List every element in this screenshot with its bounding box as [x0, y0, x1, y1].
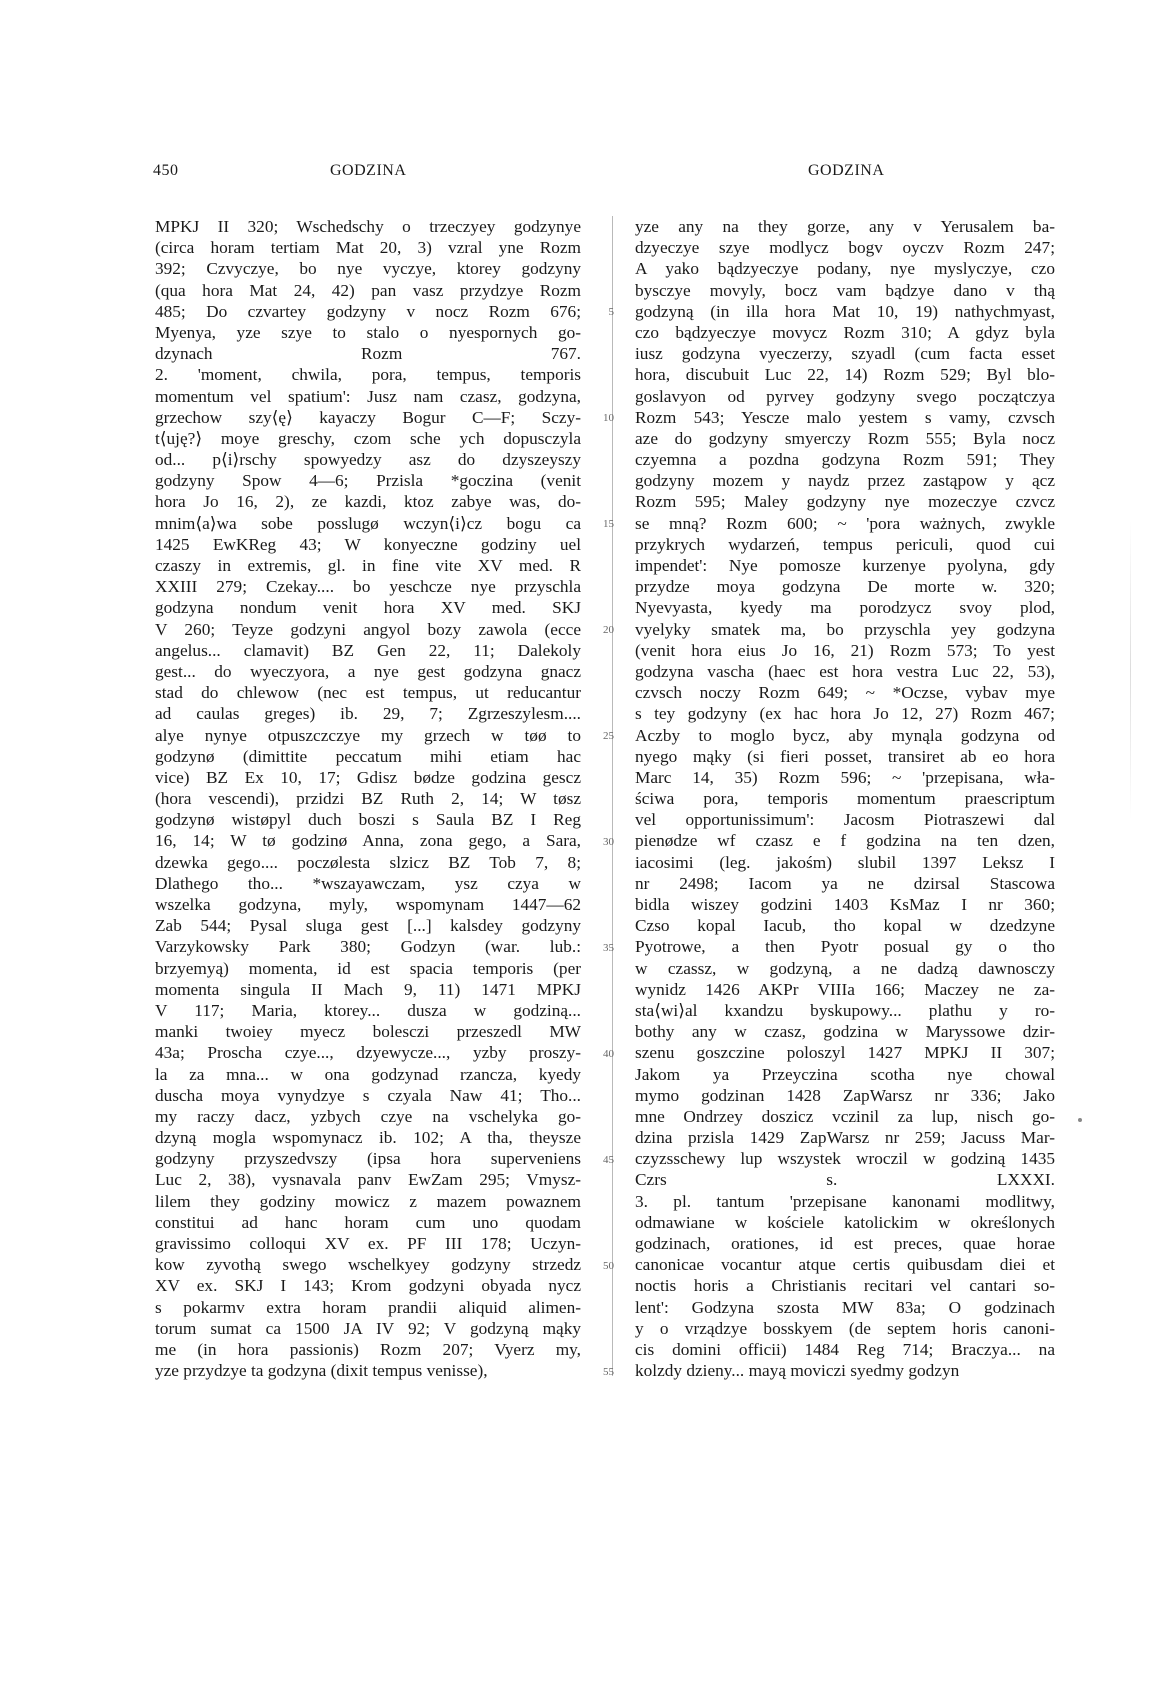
left-column-line: alye nynye otpuszczczye my grzech w tøø to [155, 725, 581, 745]
left-column-line: XXIII 279; Czekay.... bo yeschcze nye przyschla [155, 577, 581, 597]
right-column-line: hora, discubuit Luc 22, 14) Rozm 529; Byl blo- [635, 365, 1055, 385]
right-column-line: canonicae vocantur atque certis quibusdam diei et [635, 1255, 1055, 1275]
left-column-line: dzyną mogla wspomynacz ib. 102; A tha, theysze [155, 1128, 581, 1148]
right-column-line: bothy any w czasz, godzina w Maryssowe dzir- [635, 1022, 1055, 1042]
right-column-line: odmawiane w kościele katolickim w określonych [635, 1212, 1055, 1232]
right-column-line: Czso kopal Iacub, tho kopal w dzedzyne [635, 916, 1055, 936]
left-column-line: manki twoiey myecz bolesczi przeszedl MW [155, 1022, 581, 1042]
right-column-line: czyemna a pozdna godzyna Rozm 591; They [635, 450, 1055, 470]
left-column-line: torum sumat ca 1500 JA IV 92; V godzyną mąky [155, 1318, 581, 1338]
left-column-line: Luc 2, 38), vysnavala panv EwZam 295; Vmysz- [155, 1170, 581, 1190]
left-column-line: Varzykowsky Park 380; Godzyn (war. lub.: [155, 937, 581, 957]
right-column-line: Pyotrowe, a then Pyotr posual gy o tho [635, 937, 1055, 957]
right-column-line: Aczby to moglo bycz, aby mynąla godzyna od [635, 725, 1055, 745]
running-head-right: GODZINA [808, 162, 885, 179]
left-column-line: angelus... clamavit) BZ Gen 22, 11; Dalekoly [155, 640, 581, 660]
right-column-line: nyego mąky (si fieri posset, transiret ab eo hora [635, 746, 1055, 766]
left-column-line: gravissimo colloqui XV ex. PF III 178; Uczyn- [155, 1234, 581, 1253]
left-column-line: (qua hora Mat 24, 42) pan vasz przydzye Rozm [155, 280, 581, 300]
line-number: 40 [603, 1047, 614, 1060]
right-column-line: czo bądzyeczye movycz Rozm 310; A gdyz byla [635, 322, 1055, 342]
left-column-line: constitui ad hanc horam cum uno quodam [155, 1212, 581, 1232]
right-column-line: Nyevyasta, kyedy ma porodzycz svoy plod, [635, 598, 1055, 618]
left-column-line: 43a; Proscha czye..., dzyewycze..., yzby proszy- [155, 1043, 581, 1063]
left-column-line: godzyna nondum venit hora XV med. SKJ [155, 598, 581, 618]
right-column-line: godzyną (in illa hora Mat 10, 19) nathychmyast, [635, 301, 1055, 321]
line-number: 50 [603, 1259, 614, 1272]
left-column-line: godzynø wistøpyl duch boszi s Saula BZ I Reg [155, 810, 581, 830]
left-column-line: la za mna... w ona godzynad rzancza, kyedy [155, 1064, 581, 1084]
right-column-line: wynidz 1426 AKPr VIIIa 166; Maczey ne za- [635, 979, 1055, 999]
right-column-line: aze do godzyny smyerczy Rozm 555; Byla nocz [635, 428, 1055, 448]
right-column-line: czvsch noczy Rozm 649; ~ *Oczse, vybav mye [635, 683, 1055, 703]
left-column-line: czaszy in extremis, gl. in fine vite XV med. R [155, 556, 581, 575]
right-column-line: bidla wiszey godzini 1403 KsMaz I nr 360; [635, 895, 1055, 914]
left-column-line: momenta singula II Mach 9, 11) 1471 MPKJ [155, 979, 581, 999]
right-column-line: kolzdy dzieny... mayą moviczi syedmy godzyn [635, 1361, 960, 1381]
right-column-line: se mną? Rozm 600; ~ 'pora ważnych, zwykle [635, 513, 1055, 533]
left-column [155, 216, 581, 1381]
left-column-line: brzyemyą) momenta, id est spacia temporis (per [155, 958, 581, 978]
right-column-line: Rozm 595; Maley godzyny nye mozeczye czvcz [635, 492, 1055, 512]
left-column-line: 392; Czvyczye, bo nye vyczye, ktorey godzyny [155, 259, 581, 279]
left-column-line: grzechow szy⟨ę⟩ kayaczy Bogur C—F; Sczy- [155, 407, 581, 427]
right-column-line: Czrs s. LXXXI. [635, 1170, 1055, 1190]
page-crease [1130, 520, 1131, 820]
right-column-line: lent': Godzyna szosta MW 83a; O godzinach [635, 1297, 1055, 1317]
line-number-gutter [592, 216, 622, 1396]
left-column-line: vice) BZ Ex 10, 17; Gdisz bødze godzina gescz [155, 767, 581, 787]
left-column-line: s pokarmv extra horam prandii aliquid alimen- [155, 1297, 581, 1317]
left-column-line: duscha moya vynydzye s czyala Naw 41; Tho... [155, 1085, 581, 1105]
left-column-line: MPKJ II 320; Wschedschy o trzeczyey godzynye [155, 217, 581, 236]
left-column-line: my raczy dacz, yzbych czye na vschelyka go- [155, 1106, 581, 1126]
line-number: 55 [603, 1365, 614, 1378]
right-column-line: y o vrządzye bosskyem (de septem horis canoni- [635, 1318, 1055, 1338]
right-column-line: godzyna vascha (haec est hora vestra Luc 22, 53), [635, 661, 1055, 681]
left-column-line: kow zyvothą swego wschelkyey godzyny strzedz [155, 1255, 581, 1275]
line-number: 35 [603, 941, 614, 954]
page-number: 450 [153, 162, 179, 179]
right-column-line: przydze moya godzyna De morte w. 320; [635, 577, 1055, 597]
right-column-line: pienødze wf czasz e f godzina na ten dzen, [635, 831, 1055, 851]
right-column-line: dzina przisla 1429 ZapWarsz nr 259; Jacuss Mar- [635, 1128, 1055, 1148]
right-column-line: w czassz, w godzyną, a ne dadzą dawnosczy [635, 958, 1055, 978]
right-column-line: przykrych wydarzeń, tempus periculi, quod cui [635, 534, 1055, 554]
right-column-line: czyzsschewy lup wszystek wroczil w godziną 1435 [635, 1149, 1055, 1169]
left-column-line: (hora vescendi), przidzi BZ Ruth 2, 14; W tøsz [155, 789, 581, 809]
right-column-line: nr 2498; Iacom ya ne dzirsal Stascowa [635, 873, 1055, 893]
right-column-line: (venit hora eius Jo 16, 21) Rozm 573; To yest [635, 640, 1055, 660]
right-column-line: goslavyon od pyrvey godzyny svego początczya [635, 386, 1055, 406]
right-column-line: s tey godzyny (ex hac hora Jo 12, 27) Rozm 467; [635, 704, 1055, 724]
left-column-line: 485; Do czvartey godzyny v nocz Rozm 676; [155, 301, 581, 321]
right-column-line: cis domini officii) 1484 Reg 714; Braczya... na [635, 1339, 1055, 1359]
left-column-line: od... p⟨i⟩rschy spowyedzy asz do dzyszeyszy [155, 450, 581, 470]
line-number: 10 [603, 411, 614, 424]
left-column-line: V 260; Teyze godzyni angyol bozy zawola (ecce [155, 619, 581, 639]
line-number: 25 [603, 729, 614, 742]
left-column-line: Zab 544; Pysal sluga gest [...] kalsdey godzyny [155, 916, 581, 936]
left-column-line: ad caulas greges) ib. 29, 7; Zgrzeszylesm.... [155, 704, 581, 724]
right-column-line: ściwa pora, temporis momentum praescriptum [635, 789, 1055, 809]
left-column-line: momentum vel spatium': Jusz nam czasz, godzyna, [155, 386, 581, 406]
left-column-line: dzynach Rozm 767. [155, 344, 581, 364]
right-column [635, 216, 1055, 1381]
left-column-line: XV ex. SKJ I 143; Krom godzyni obyada nycz [155, 1276, 581, 1296]
right-column-line: yze any na they gorze, any v Yerusalem ba- [635, 217, 1055, 236]
right-column-line: bysczye movyly, bocz vam bądzye dano v thą [635, 280, 1055, 300]
right-column-line: godzyny mozem y naydz przez zastąpow y ącz [635, 471, 1055, 491]
left-column-line: 16, 14; W tø godzinø Anna, zona gego, a Sara, [155, 831, 581, 851]
right-column-line: mne Ondrzey doszicz vczinil za lup, nisch go- [635, 1106, 1055, 1126]
left-column-line: (circa horam tertiam Mat 20, 3) vzral yne Rozm [155, 238, 581, 258]
left-column-line: godzynø (dimittite peccatum mihi etiam hac [155, 746, 581, 766]
right-column-line: vel opportunissimum': Jacosm Piotraszewi dal [635, 810, 1055, 830]
right-column-line: dzyeczye szye modlycz bogv oyczv Rozm 247; [635, 238, 1055, 258]
right-column-line: iusz godzyna vyeczerzy, szyadl (cum facta esset [635, 344, 1055, 364]
right-column-line: Rozm 543; Yescze malo yestem s vamy, czvsch [635, 407, 1055, 427]
line-number: 5 [608, 305, 614, 318]
left-column-line: dzewka gego.... poczølesta slzicz BZ Tob 7, 8; [155, 852, 581, 872]
right-column-line: godzinach, orationes, id est preces, quae horae [635, 1234, 1055, 1253]
left-column-line: hora Jo 16, 2), ze kazdi, ktoz zabye was, do- [155, 492, 581, 512]
right-column-line: mymo godzinan 1428 ZapWarsz nr 336; Jako [635, 1085, 1055, 1105]
left-column-line: gest... do wyeczyora, a nye gest godzyna gnacz [155, 661, 581, 681]
running-head-left: GODZINA [330, 162, 407, 179]
right-column-line: vyelyky smatek ma, bo przyschla yey godzyna [635, 619, 1055, 639]
left-column-line: yze przydzye ta godzyna (dixit tempus venisse), [155, 1361, 488, 1381]
left-column-line: Dlathego tho... *wszayawczam, ysz czya w [155, 873, 581, 893]
left-column-line: godzyny Spow 4—6; Przisla *goczina (venit [155, 471, 581, 491]
left-column-line: 1425 EwKReg 43; W konyeczne godziny uel [155, 534, 581, 554]
right-column-line: A yako bądzyeczye podany, nye myslyczye, czo [635, 259, 1055, 279]
left-column-line: V 117; Maria, ktorey... dusza w godziną... [155, 1000, 581, 1020]
line-number: 15 [603, 517, 614, 530]
margin-dot [1078, 1118, 1082, 1122]
right-column-line: szenu goszczine poloszyl 1427 MPKJ II 307; [635, 1043, 1055, 1063]
right-column-line: impendet': Nye pomosze kurzenye pyolyna, gdy [635, 556, 1055, 575]
left-column-line: wszelka godzyna, myly, wspomynam 1447—62 [155, 895, 581, 914]
left-column-line: mnim⟨a⟩wa sobe posslugø wczyn⟨i⟩cz bogu ca [155, 513, 581, 533]
left-column-line: godzyny przyszedvszy (ipsa hora superveniens [155, 1149, 581, 1169]
line-number: 20 [603, 623, 614, 636]
right-column-line: iacosimi (leg. jakośm) slubil 1397 Leksz I [635, 852, 1055, 872]
left-column-line: me (in hora passionis) Rozm 207; Vyerz my, [155, 1339, 581, 1359]
left-column-line: t⟨uję?⟩ moye greschy, czom sche ych dopusczyla [155, 428, 581, 448]
left-column-line: stad do chlewow (nec est tempus, ut reducantur [155, 683, 581, 703]
right-column-line: 3. pl. tantum 'przepisane kanonami modlitwy, [635, 1191, 1055, 1211]
right-column-line: Marc 14, 35) Rozm 596; ~ 'przepisana, wła- [635, 767, 1055, 787]
right-column-line: noctis horis a Christianis recitari vel cantari so- [635, 1276, 1055, 1296]
left-column-line: lilem they godziny mowicz z mazem powaznem [155, 1191, 581, 1211]
line-number: 30 [603, 835, 614, 848]
right-column-line: sta⟨wi⟩al kxandzu byskupowy... plathu y ro- [635, 1000, 1055, 1020]
right-column-line: Jakom ya Przeyczina scotha nye chowal [635, 1064, 1055, 1084]
left-column-line: 2. 'moment, chwila, pora, tempus, temporis [155, 365, 581, 385]
left-column-line: Myenya, yze szye to stalo o nyespornych go- [155, 322, 581, 342]
line-number: 45 [603, 1153, 614, 1166]
